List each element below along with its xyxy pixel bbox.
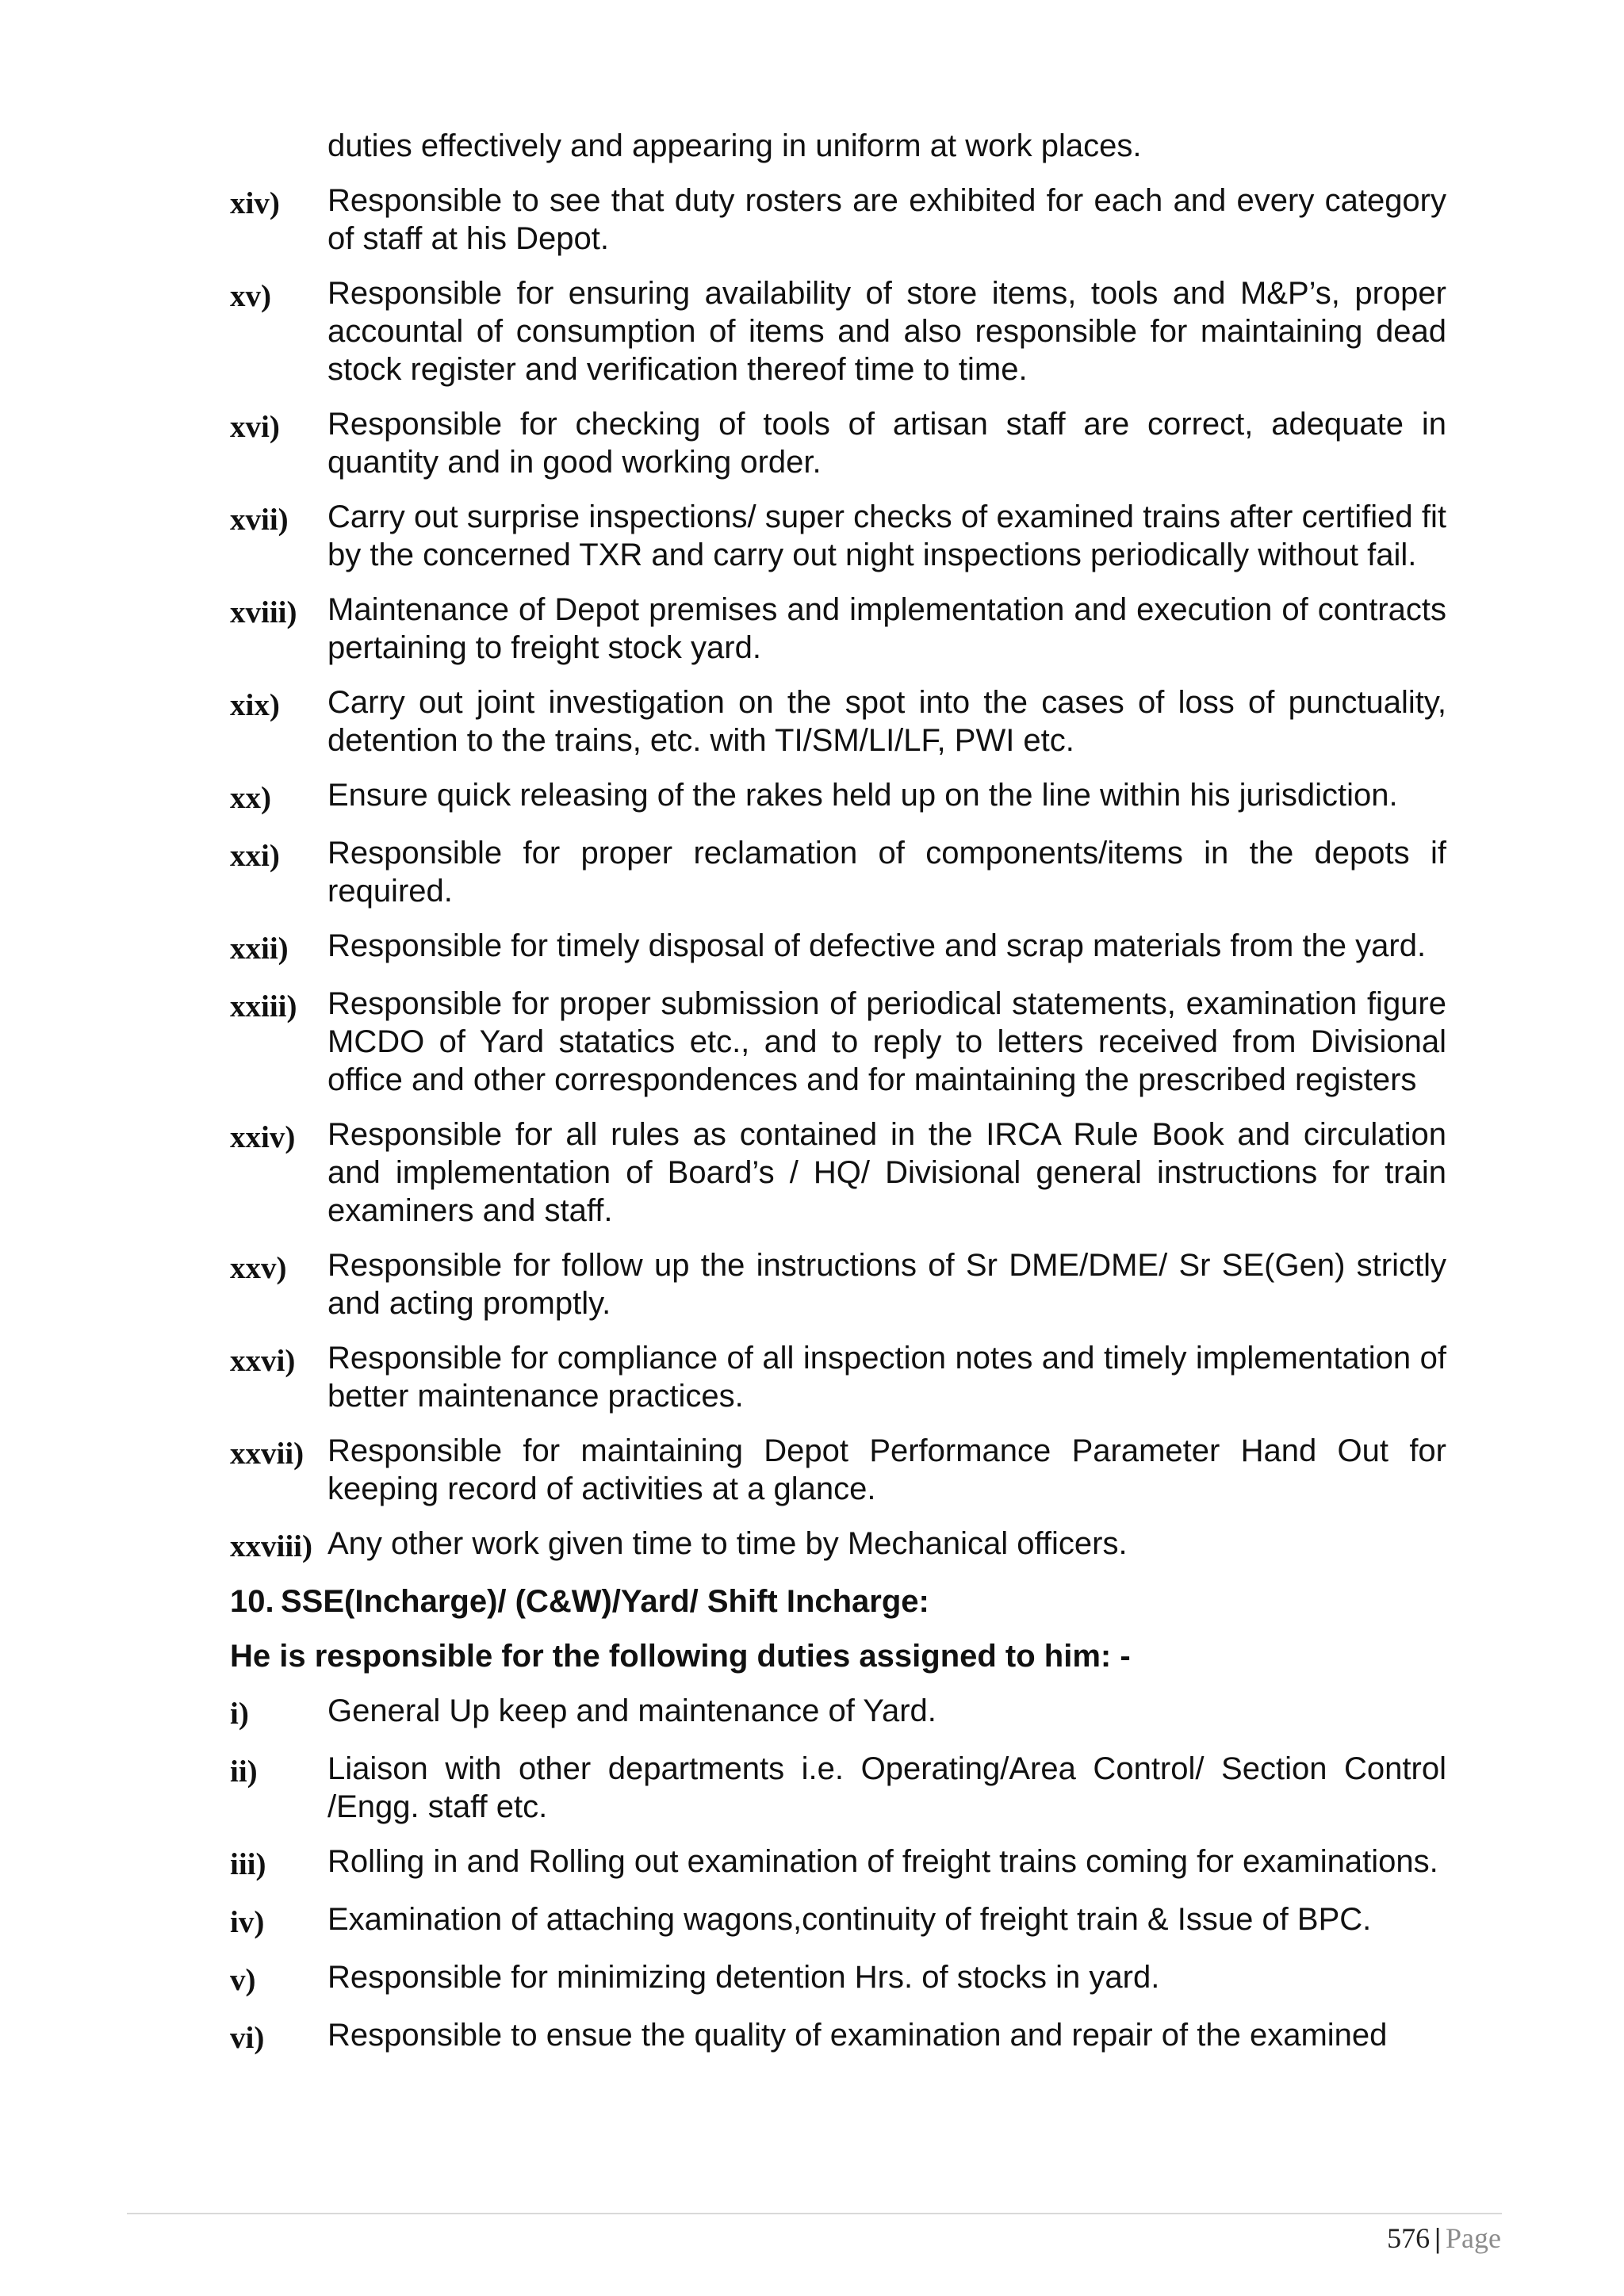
list-item-text: Maintenance of Depot premises and implementation and execution of contracts pertaining to freight stock yard. bbox=[327, 592, 1446, 665]
list-item-text: Responsible for all rules as contained in the IRCA Rule Book and circulation and implementation of Board’s / HQ/ Divisional general instructions for train examiners and staff. bbox=[327, 1117, 1446, 1228]
section-intro: He is responsible for the following duties assigned to him: - bbox=[230, 1639, 1131, 1674]
list-item bbox=[230, 927, 1446, 968]
list-item bbox=[230, 182, 1446, 258]
list-item-number: xxvii) bbox=[230, 1437, 304, 1471]
list-item bbox=[230, 498, 1446, 574]
list-item-number: xxv) bbox=[230, 1251, 287, 1285]
list-item bbox=[230, 1750, 1446, 1826]
duties-list-continued bbox=[230, 182, 1446, 1566]
list-item bbox=[230, 2016, 1446, 2057]
list-item-number: xx) bbox=[230, 781, 271, 815]
list-item-number: xxii) bbox=[230, 932, 289, 966]
list-item-text: Responsible for ensuring availability of store items, tools and M&P’s, proper accountal of consumption of items and also responsible for maintaining dead stock register and verification thereof time to time. bbox=[327, 276, 1446, 387]
list-item-number: ii) bbox=[230, 1755, 258, 1789]
list-item-text: Liaison with other departments i.e. Operating/Area Control/ Section Control /Engg. staff etc. bbox=[327, 1751, 1446, 1824]
list-item-text: Responsible for compliance of all inspection notes and timely implementation of better maintenance practices. bbox=[327, 1341, 1446, 1414]
footer-separator: | bbox=[1434, 2222, 1442, 2254]
list-item-number: xvii) bbox=[230, 503, 289, 537]
list-item bbox=[230, 683, 1446, 760]
list-item-text: Responsible for checking of tools of artisan staff are correct, adequate in quantity and in good working order. bbox=[327, 407, 1446, 480]
list-item-text: General Up keep and maintenance of Yard. bbox=[327, 1693, 936, 1728]
duties-list-sse bbox=[230, 1692, 1446, 2057]
list-item-text: Responsible for timely disposal of defective and scrap materials from the yard. bbox=[327, 928, 1427, 963]
page-content bbox=[230, 127, 1446, 2074]
list-item bbox=[230, 1432, 1446, 1508]
list-item bbox=[230, 1339, 1446, 1415]
list-item bbox=[230, 1843, 1446, 1884]
list-item bbox=[230, 1525, 1446, 1566]
list-item bbox=[230, 985, 1446, 1099]
list-item bbox=[230, 274, 1446, 388]
footer-divider bbox=[127, 2213, 1502, 2214]
list-item-text: Responsible for minimizing detention Hrs. of stocks in yard. bbox=[327, 1960, 1160, 1995]
list-item-number: xviii) bbox=[230, 595, 297, 629]
list-item-text: Ensure quick releasing of the rakes held up on the line within his jurisdiction. bbox=[327, 778, 1398, 813]
page-footer bbox=[1387, 2221, 1501, 2256]
list-item bbox=[230, 1692, 1446, 1733]
list-item-number: iv) bbox=[230, 1905, 265, 1939]
list-item-text: Carry out surprise inspections/ super checks of examined trains after certified fit by the concerned TXR and carry out night inspections periodically without fail. bbox=[327, 499, 1446, 572]
list-item bbox=[230, 591, 1446, 667]
list-item-number: iii) bbox=[230, 1847, 266, 1881]
list-item-number: i) bbox=[230, 1697, 249, 1731]
page-label: Page bbox=[1446, 2222, 1501, 2254]
continued-text: duties effectively and appearing in uniform at work places. bbox=[327, 128, 1142, 163]
section-title: SSE(Incharge)/ (C&W)/Yard/ Shift Incharge: bbox=[281, 1584, 929, 1619]
list-item bbox=[230, 834, 1446, 910]
list-item bbox=[230, 1246, 1446, 1322]
list-item-text: Examination of attaching wagons,continuity of freight train & Issue of BPC. bbox=[327, 1902, 1372, 1937]
list-item-text: Carry out joint investigation on the spot into the cases of loss of punctuality, detention to the trains, etc. with TI/SM/LI/LF, PWI etc. bbox=[327, 685, 1446, 758]
list-item-number: xxi) bbox=[230, 839, 280, 873]
list-item-text: Responsible for proper submission of periodical statements, examination figure MCDO of Yard statatics etc., and to reply to letters received from Divisional office and other correspondences and for maintaining the prescribed registers bbox=[327, 986, 1446, 1097]
list-item-text: Responsible for follow up the instructions of Sr DME/DME/ Sr SE(Gen) strictly and acting promptly. bbox=[327, 1248, 1446, 1321]
list-item-number: xxiii) bbox=[230, 989, 297, 1024]
section-heading bbox=[230, 1582, 1446, 1621]
list-item-number: xvi) bbox=[230, 410, 280, 444]
page-number: 576 bbox=[1387, 2222, 1431, 2254]
list-item-text: Any other work given time to time by Mechanical officers. bbox=[327, 1526, 1128, 1561]
list-item-number: xiv) bbox=[230, 186, 280, 220]
list-item-text: Responsible to ensue the quality of examination and repair of the examined bbox=[327, 2018, 1388, 2053]
list-item-number: xix) bbox=[230, 688, 280, 722]
list-item-number: xxvi) bbox=[230, 1344, 296, 1378]
list-item bbox=[230, 776, 1446, 817]
list-item-number: vi) bbox=[230, 2021, 265, 2055]
list-item-text: Responsible for proper reclamation of components/items in the depots if required. bbox=[327, 836, 1446, 909]
list-item-text: Responsible for maintaining Depot Performance Parameter Hand Out for keeping record of activities at a glance. bbox=[327, 1433, 1446, 1506]
list-item-number: xxviii) bbox=[230, 1529, 312, 1563]
section-number: 10. bbox=[230, 1584, 274, 1619]
list-item bbox=[230, 1958, 1446, 1999]
list-item bbox=[230, 1900, 1446, 1942]
list-item-text: Responsible to see that duty rosters are exhibited for each and every category of staff at his Depot. bbox=[327, 183, 1446, 256]
list-item bbox=[230, 405, 1446, 481]
list-item-text: Rolling in and Rolling out examination of freight trains coming for examinations. bbox=[327, 1844, 1438, 1879]
list-item-number: xxiv) bbox=[230, 1120, 296, 1154]
list-item-number: xv) bbox=[230, 279, 271, 313]
list-item-number: v) bbox=[230, 1963, 256, 1997]
list-item bbox=[230, 1115, 1446, 1230]
